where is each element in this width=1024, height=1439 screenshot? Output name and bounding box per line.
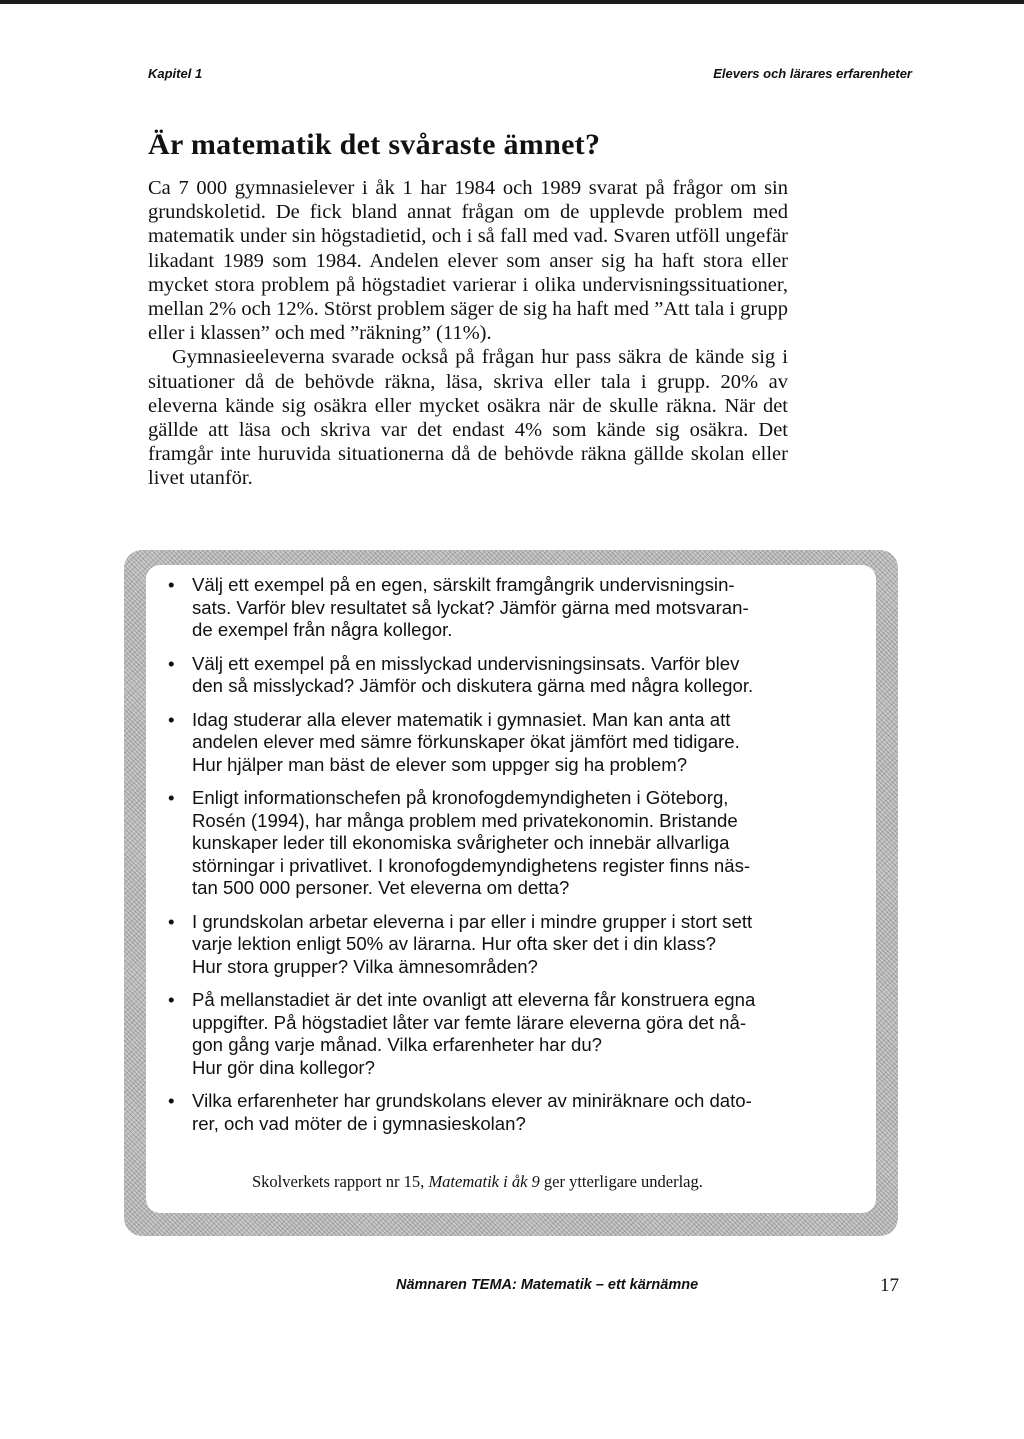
list-item (166, 787, 856, 900)
question-line: den så misslyckad? Jämför och diskutera gärna med några kollegor. (192, 675, 754, 696)
source-text: Skolverkets rapport nr 15, (252, 1172, 429, 1191)
question-line: gon gång varje månad. Vilka erfarenheter har du? (192, 1034, 603, 1055)
bullet-icon: • (168, 1090, 175, 1111)
question-line: tan 500 000 personer. Vet eleverna om detta? (192, 877, 570, 898)
question-line: andelen elever med sämre förkunskaper ökat jämfört med tidigare. (192, 731, 740, 752)
bullet-icon: • (168, 574, 175, 595)
paragraph: Gymnasieeleverna svarade också på frågan hur pass säkra de kände sig i situationer då de behövde räkna, läsa, skriva eller tala i grupp. 20% av eleverna kände sig osäkra eller mycket osäkra när de skulle räkna. När det gällde att läsa och skriva var det endast 4% som kände sig osäkra. Det framgår inte huruvida situationerna då de behövde räkna gällde skolan eller livet utanför. (148, 346, 788, 490)
body-text (148, 176, 788, 491)
source-text: ger ytterligare underlag. (539, 1172, 703, 1191)
question-line: Enligt informationschefen på kronofogdemyndigheten i Göteborg, (192, 787, 729, 808)
list-item (166, 709, 856, 777)
question-line: Hur stora grupper? Vilka ämnesområden? (192, 955, 538, 977)
question-list (166, 574, 856, 1146)
question-line: sats. Varför blev resultatet så lyckat? Jämför gärna med motsvaran- (192, 596, 749, 618)
question-line: rer, och vad möter de i gymnasieskolan? (192, 1112, 526, 1134)
question-line: I grundskolan arbetar eleverna i par eller i mindre grupper i stort sett (192, 910, 753, 932)
list-item (166, 989, 856, 1079)
section-label: Elevers och lärares erfarenheter (713, 66, 912, 81)
list-item (166, 653, 856, 698)
bullet-icon: • (168, 708, 175, 730)
question-line: de exempel från några kollegor. (192, 619, 453, 640)
question-line: Välj ett exempel på en egen, särskilt framgångrik undervisningsin- (192, 574, 735, 595)
question-line: På mellanstadiet är det inte ovanligt att eleverna får konstruera egna (192, 989, 756, 1010)
question-line: Välj ett exempel på en misslyckad undervisningsinsats. Varför blev (192, 652, 740, 674)
footer-publication-title: Nämnaren TEMA: Matematik – ett kärnämne (396, 1277, 699, 1293)
source-report-title: Matematik i åk 9 (428, 1172, 540, 1191)
question-line: kunskaper leder till ekonomiska svårigheter och innebär allvarliga (192, 832, 730, 853)
question-line: varje lektion enligt 50% av lärarna. Hur ofta sker det i din klass? (192, 933, 716, 954)
bullet-icon: • (168, 787, 175, 808)
top-rule (0, 0, 1024, 4)
question-line: Hur gör dina kollegor? (192, 1056, 375, 1078)
question-line: Vilka erfarenheter har grundskolans elever av miniräknare och dato- (192, 1090, 752, 1111)
list-item (166, 1090, 856, 1135)
page-number: 17 (880, 1275, 899, 1296)
running-head (148, 66, 912, 81)
question-line: uppgifter. På högstadiet låter var femte lärare eleverna göra det nå- (192, 1011, 747, 1033)
bullet-icon: • (168, 989, 175, 1010)
bullet-icon: • (168, 652, 175, 674)
question-line: Hur hjälper man bäst de elever som uppger sig ha problem? (192, 753, 688, 775)
question-line: Idag studerar alla elever matematik i gymnasiet. Man kan anta att (192, 708, 731, 730)
question-line: störningar i privatlivet. I kronofogdemyndighetens register finns näs- (192, 854, 751, 876)
paragraph: Ca 7 000 gymnasielever i åk 1 har 1984 och 1989 svarat på frågor om sin grundskoletid. De fick bland annat frågan om de upplevde problem med matematik under sin högstadietid, och i så fall med vad. Svaren utföll ungefär likadant 1989 som 1984. Andelen elever som anser sig ha haft stora eller mycket stora problem på högstadiet varierar i olika undervisningssituationer, mellan 2% och 12%. Störst problem säger de sig ha haft med ”Att tala i grupp eller i klassen” och med ”räkning” (11%). (148, 177, 788, 345)
source-note (252, 1172, 703, 1192)
list-item (166, 911, 856, 979)
page-heading: Är matematik det svåraste ämnet? (148, 128, 601, 161)
chapter-label: Kapitel 1 (148, 66, 203, 81)
list-item (166, 574, 856, 642)
question-line: Rosén (1994), har många problem med privatekonomin. Bristande (192, 809, 738, 831)
bullet-icon: • (168, 910, 175, 932)
